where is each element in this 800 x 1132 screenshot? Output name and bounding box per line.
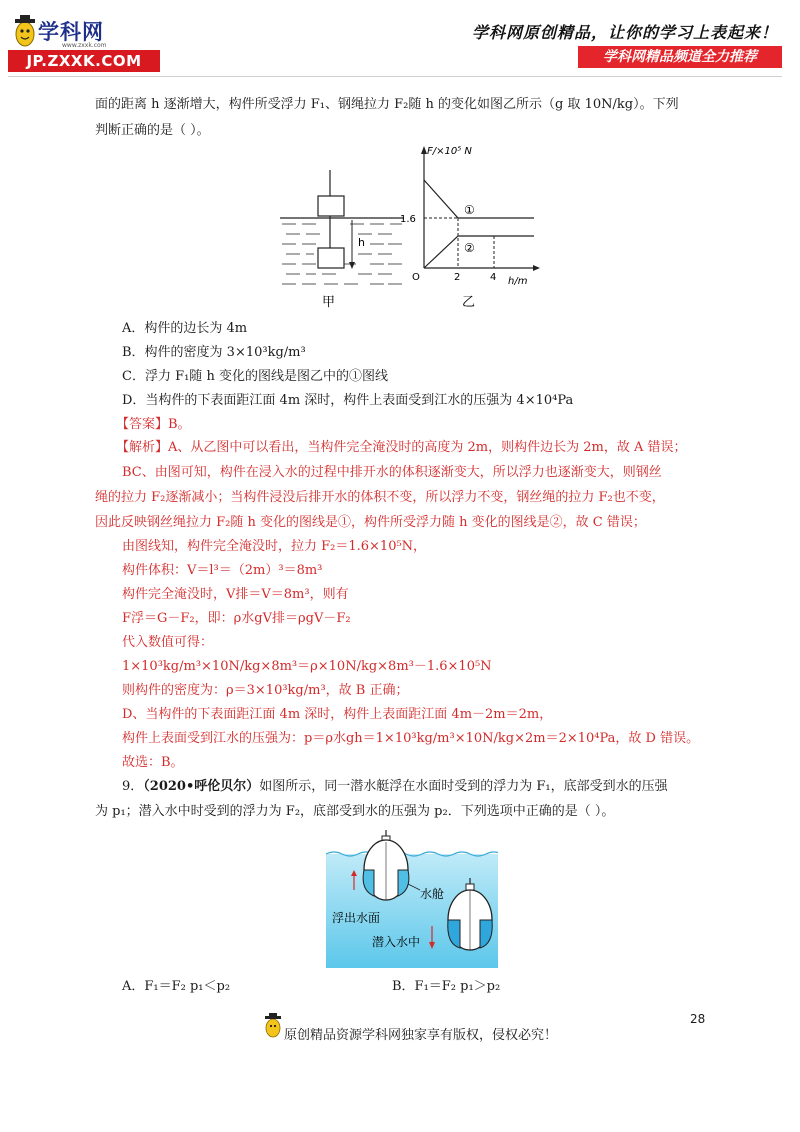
figure-yi-graph [421, 146, 540, 271]
figure-curve-1-label: ① [464, 203, 475, 217]
figure-yi-label: 乙 [462, 295, 476, 310]
header-divider [8, 76, 782, 77]
page-number: 28 [690, 1012, 706, 1026]
q9-line-2: 为 p₁；潜入水中时受到的浮力为 F₂，底部受到水的压强为 p₂．下列选项中正确的是（ ）。 [95, 804, 615, 819]
q9-source: （2020•呼伦贝尔） [143, 779, 260, 794]
figure-jia-diagram [280, 170, 404, 284]
q8-answer: 【答案】B。 [116, 417, 191, 432]
figure-curve-2-label: ② [464, 241, 475, 255]
q8-analysis-line: 绳的拉力 F₂逐渐减小；当构件浸没后排开水的体积不变，所以浮力不变，钢丝绳的拉力 F₂也不变， [95, 490, 665, 505]
q8-analysis-line: 因此反映钢丝绳拉力 F₂随 h 变化的图线是①，构件所受浮力随 h 变化的图线是②，故 C 错误； [95, 515, 646, 530]
figure-tick-y: 1.6 [400, 214, 416, 225]
label-water-tank: 水舱 [420, 887, 445, 901]
footer-copyright: 原创精品资源学科网独家享有版权，侵权必究！ [284, 1028, 558, 1043]
q9-option-b: B．F₁＝F₂ p₁＞p₂ [392, 979, 501, 994]
q9-option-a: A．F₁＝F₂ p₁＜p₂ [122, 979, 231, 994]
q9-figure [326, 828, 498, 968]
q9-number: 9． [122, 779, 144, 794]
figure-tick-x-2: 4 [490, 272, 497, 283]
figure-x-axis-label: h/m [508, 276, 528, 287]
q8-analysis-line: 【解析】A、从乙图中可以看出，当构件完全淹没时的高度为 2m，则构件边长为 2m，故 A 错误； [116, 440, 687, 455]
q8-figure [272, 140, 562, 310]
q8-analysis-line: 构件上表面受到江水的压强为：p＝ρ水gh＝1×10³kg/m³×10N/kg×2m＝2×10⁴Pa，故 D 错误。 [122, 731, 700, 746]
q8-analysis-line: 由图线知，构件完全淹没时，拉力 F₂＝1.6×10⁵N， [122, 539, 427, 554]
label-float: 浮出水面 [332, 911, 381, 925]
q9-line-1 [122, 778, 668, 796]
q8-analysis-line: F浮＝G－F₂，即：ρ水gV排＝ρgV－F₂ [122, 611, 351, 626]
q8-analysis-line: 构件完全淹没时，V排＝V＝8m³，则有 [122, 587, 349, 602]
q8-analysis-line: BC、由图可知，构件在浸入水的过程中排开水的体积逐渐变大，所以浮力也逐渐变大，则钢丝 [122, 465, 662, 480]
q8-intro-line-2: 判断正确的是（ ）。 [95, 123, 210, 138]
figure-origin: O [412, 272, 420, 283]
header-banner: 学科网精品频道全力推荐 [578, 46, 782, 68]
q8-option-b: B．构件的密度为 3×10³kg/m³ [122, 345, 306, 360]
header-slogan: 学科网原创精品，让你的学习上表起来！ [471, 23, 778, 42]
figure-tick-x-1: 2 [454, 272, 461, 283]
figure-jia-label: 甲 [322, 295, 336, 310]
footer-mascot-icon [264, 1012, 282, 1038]
q8-analysis-line: 1×10³kg/m³×10N/kg×8m³＝ρ×10N/kg×8m³－1.6×10⁵N [122, 659, 492, 674]
logo-name: 学科网 [38, 20, 104, 44]
q8-intro-line-1: 面的距离 h 逐渐增大，构件所受浮力 F₁、钢绳拉力 F₂随 h 的变化如图乙所示（g 取 10N/kg）。下列 [95, 97, 679, 112]
label-dive: 潜入水中 [372, 935, 421, 949]
logo-domain: JP.ZXXK.COM [8, 50, 160, 72]
logo-url: www.zxxk.com [62, 42, 107, 49]
figure-h-label: h [358, 236, 365, 249]
logo-mascot-icon [12, 14, 38, 48]
q8-option-c: C．浮力 F₁随 h 变化的图线是图乙中的①图线 [122, 369, 388, 384]
q8-option-a: A．构件的边长为 4m [122, 321, 248, 336]
q8-analysis-line: D、当构件的下表面距江面 4m 深时，构件上表面距江面 4m－2m＝2m， [122, 707, 553, 722]
q8-analysis-line: 故选：B。 [122, 755, 184, 770]
q8-analysis-line: 则构件的密度为：ρ＝3×10³kg/m³，故 B 正确； [122, 683, 409, 698]
q9-text: 如图所示，同一潜水艇浮在水面时受到的浮力为 F₁，底部受到水的压强 [259, 779, 668, 794]
figure-y-axis-label: F/×10⁵ N [427, 146, 472, 157]
q8-option-d: D．当构件的下表面距江面 4m 深时，构件上表面受到江水的压强为 4×10⁴Pa [122, 393, 574, 408]
q8-analysis-line: 代入数值可得： [122, 635, 214, 650]
q8-analysis-line: 构件体积：V＝l³＝（2m）³＝8m³ [122, 563, 323, 578]
